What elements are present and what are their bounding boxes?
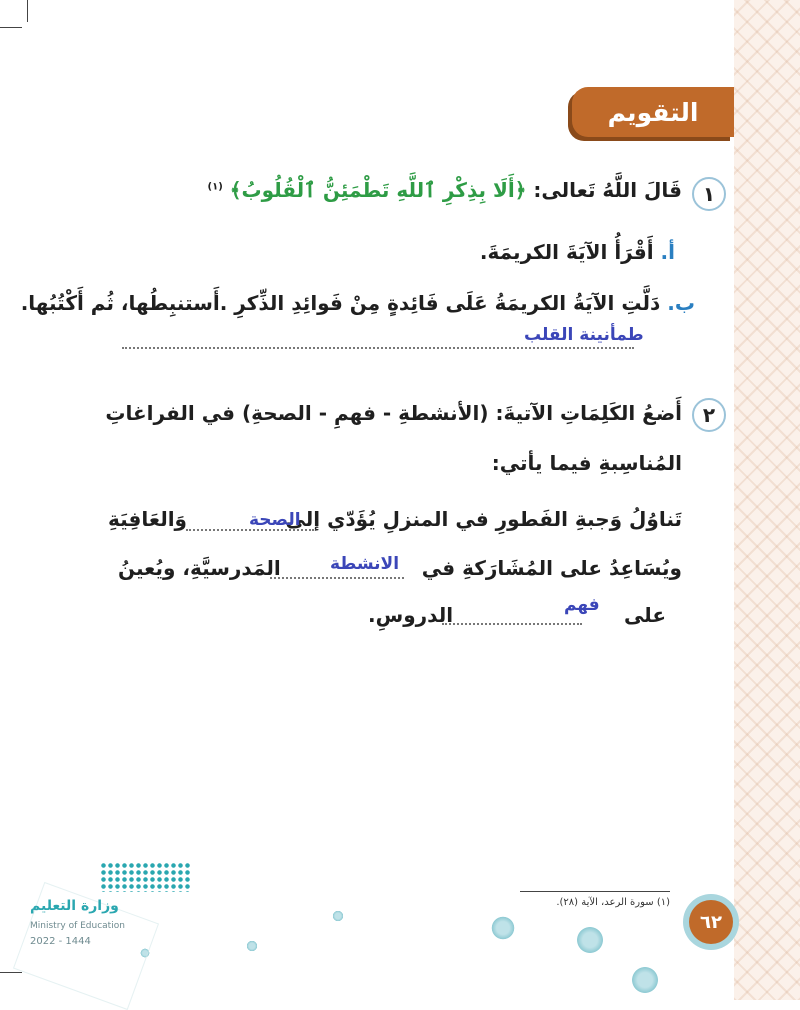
sentence-2-end: المَدرسيَّةِ، ويُعينُ (118, 556, 281, 580)
item-b-text: دَلَّتِ الآيَةُ الكريمَةُ عَلَى فَائِدةٍ مِنْ فَوائِدِ الذِّكرِ .أَستنبِطُها، ثُم أَكْتُبُها. (20, 291, 661, 315)
answer-text-1b[interactable]: طمأنينة القلب (524, 325, 644, 345)
footnote: (١) سورة الرعد، الآية (٢٨). (556, 897, 670, 908)
edition-year: 2022 - 1444 (30, 936, 91, 947)
section-header (572, 87, 734, 137)
verse-footnote-ref: (١) (207, 181, 223, 193)
decorative-rosette (490, 915, 516, 941)
decorative-rosette (575, 925, 605, 955)
question-1b (21, 291, 695, 315)
decorative-rosette (630, 965, 660, 995)
decorative-rosette (332, 910, 344, 922)
page-number: ٦٢ (689, 900, 733, 944)
crop-mark (0, 27, 22, 28)
decorative-rosette (246, 940, 258, 952)
question-2-prompt-line1: أَضعُ الكَلِمَاتِ الآتيةَ: (الأنشطةِ - فهمِ - الصحةِ) في الفراغاتِ (105, 401, 682, 425)
ministry-logo-icon (100, 862, 190, 892)
decorative-side-pattern (734, 0, 800, 1000)
item-b-label: ب. (667, 291, 695, 315)
question-1a (480, 240, 675, 264)
ministry-name-en: Ministry of Education (30, 921, 125, 931)
item-a-text: أَقْرَأُ الآيَةَ الكريمَةَ. (479, 240, 654, 264)
question-1-intro: قَالَ اللَّهُ تَعالى: (533, 178, 682, 202)
quran-verse: ﴿أَلَا بِذِكْرِ ٱللَّهِ تَطْمَئِنُّ ٱلْقُلُوبُ﴾ (229, 178, 527, 202)
answer-line (122, 347, 634, 349)
sentence-2-start: ويُسَاعِدُ على المُشَارَكةِ في (421, 556, 682, 580)
blank-2 (270, 577, 404, 579)
crop-mark (27, 0, 28, 22)
ministry-name-ar: وزارة التعليم (30, 898, 119, 914)
section-title: التقويم (607, 97, 699, 127)
question-2-number: ٢ (692, 398, 726, 432)
answer-blank-1[interactable]: الصحة (249, 510, 301, 530)
question-2-prompt-line2: المُناسِبةِ فيما يأتي: (491, 451, 682, 475)
footnote-divider (520, 891, 670, 892)
question-1-number: ١ (692, 177, 726, 211)
crop-mark (0, 972, 22, 973)
sentence-1-end: وَالعَافِيَةِ (108, 507, 187, 531)
answer-blank-3[interactable]: فهم (564, 595, 600, 615)
blank-3 (442, 623, 582, 625)
answer-blank-2[interactable]: الانشطة (330, 554, 400, 574)
item-a-label: أ. (660, 240, 675, 264)
sentence-1-start: تَناوُلُ وَجبةِ الفَطورِ في المنزلِ يُؤَدّي إلى (285, 507, 682, 531)
question-1-prompt (208, 178, 682, 202)
sentence-3-start: على (623, 603, 666, 627)
sentence-3-end: الدروسِ. (368, 603, 454, 627)
